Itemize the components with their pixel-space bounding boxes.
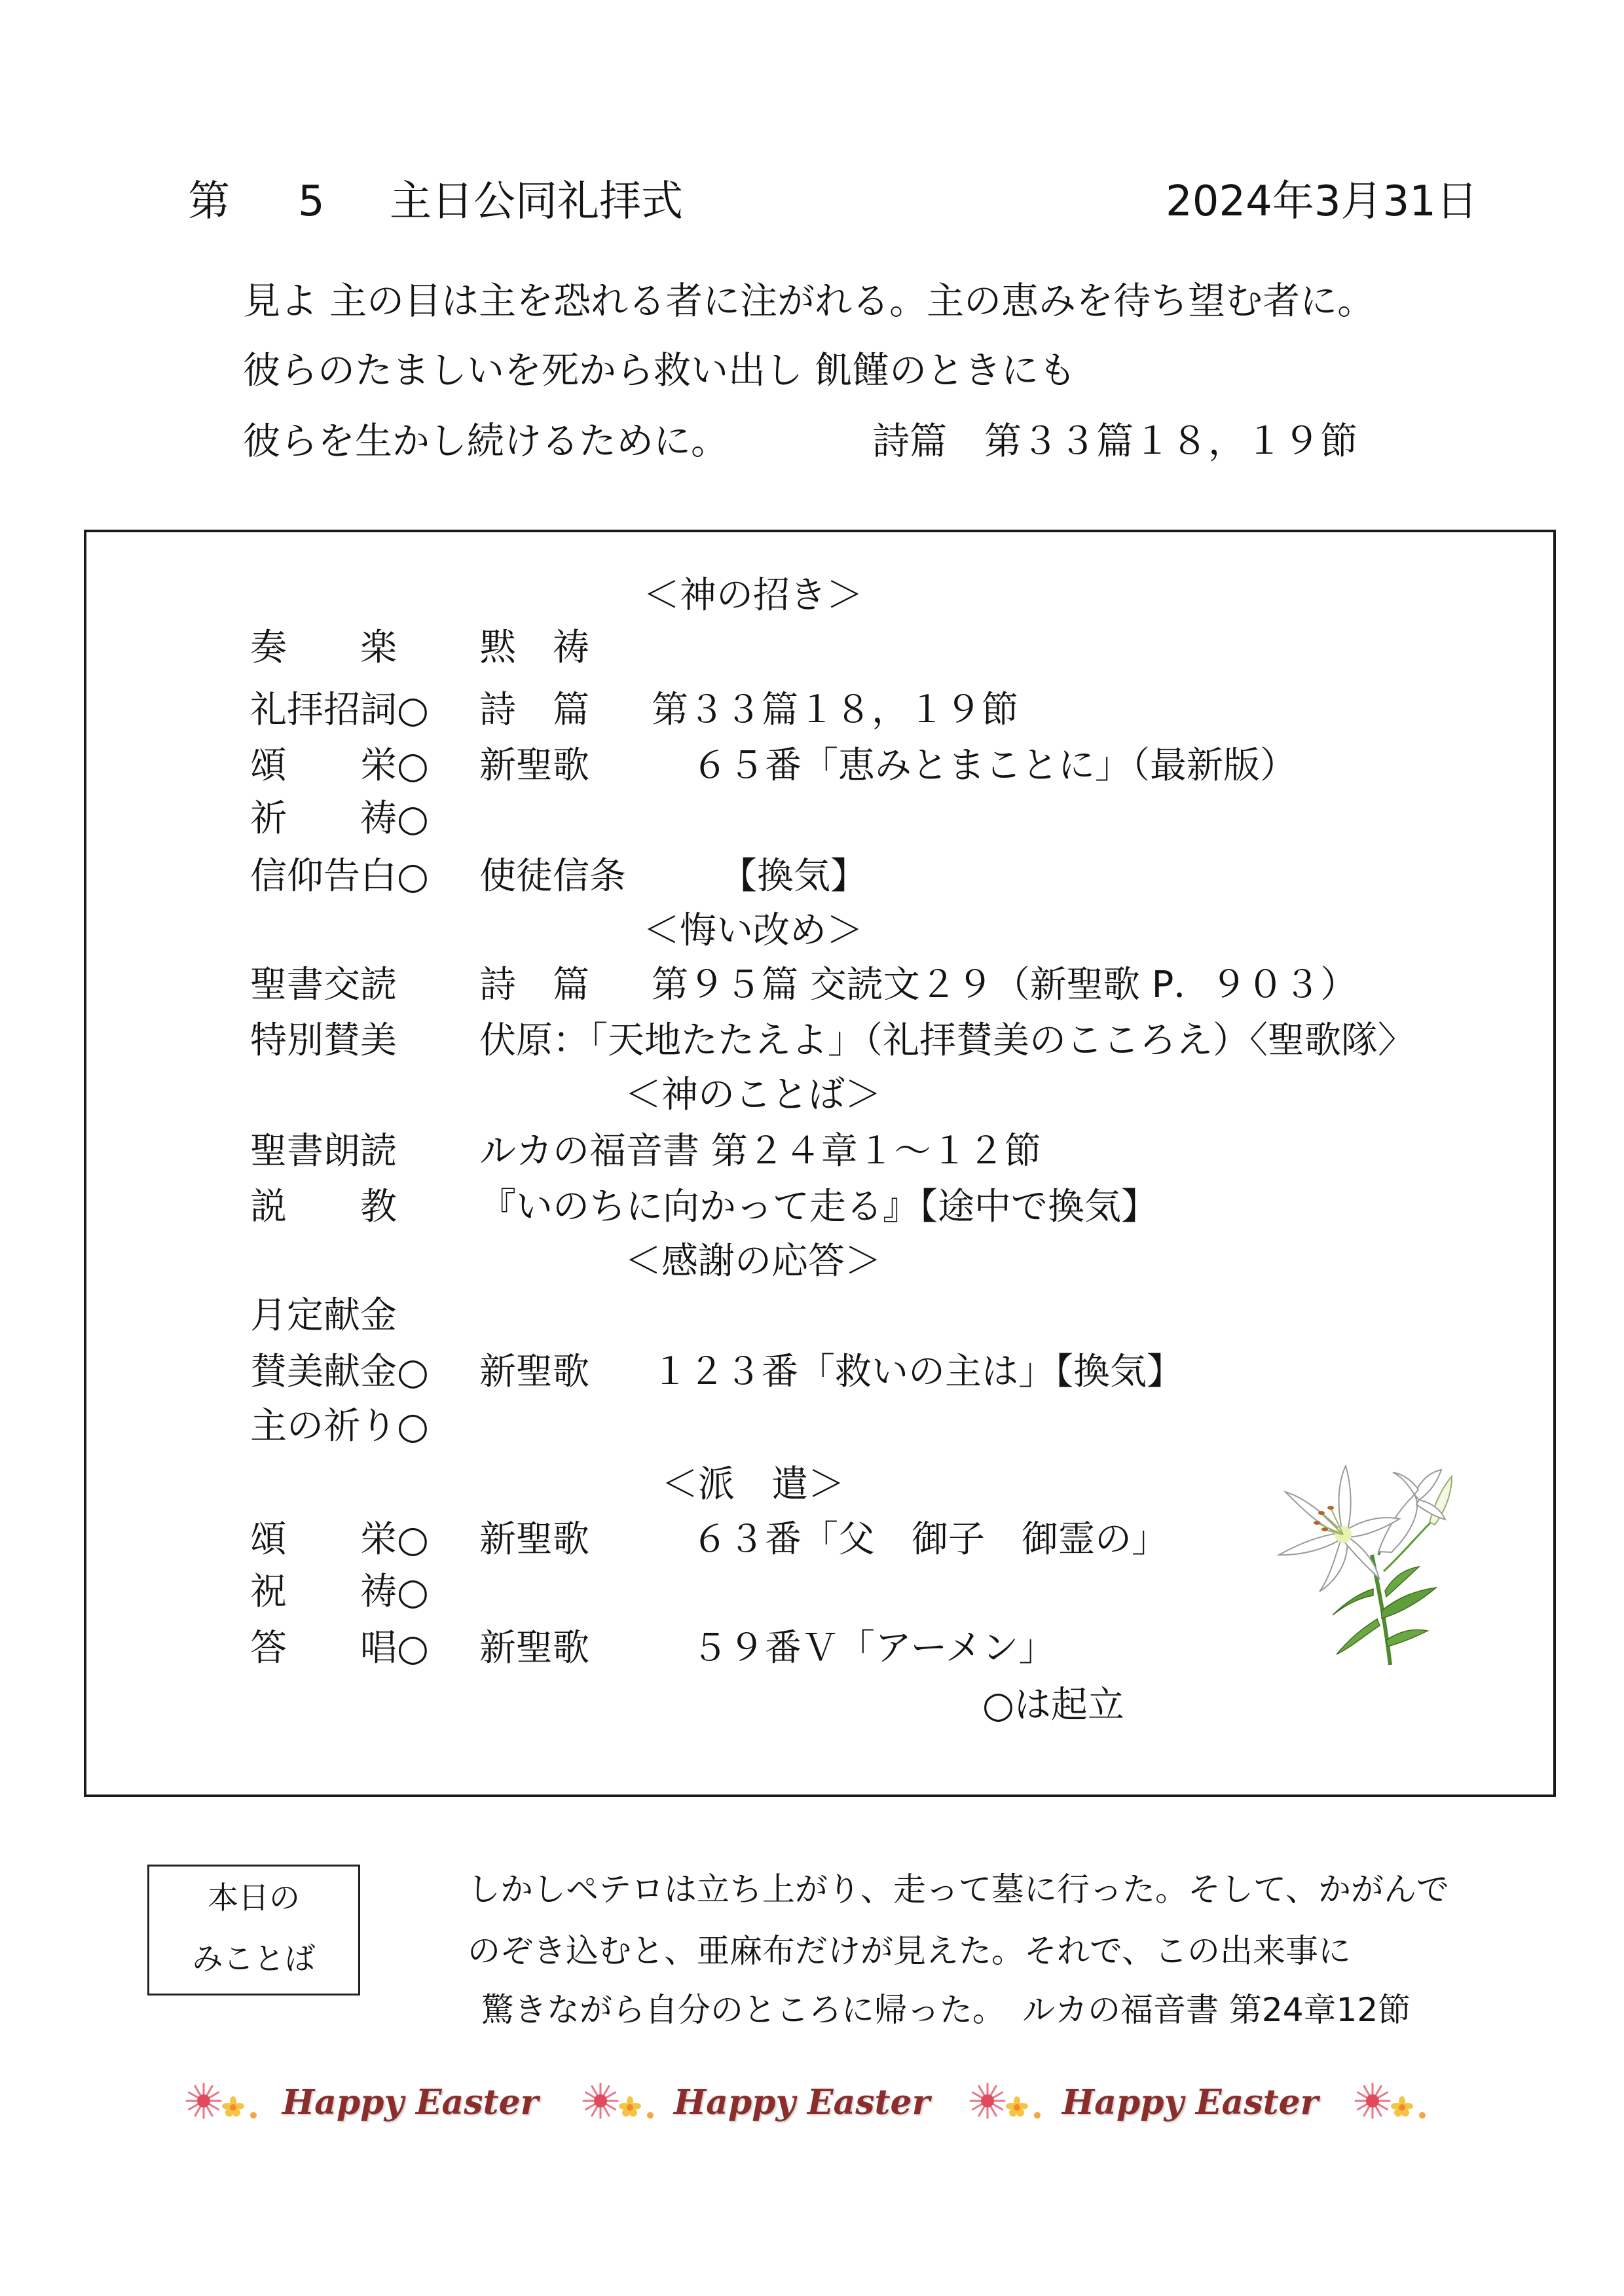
order-item: [86, 1129, 1553, 1175]
todays-word-line: 驚きながら自分のところに帰った。: [481, 1991, 1005, 2029]
order-item: [86, 625, 1553, 671]
section-row: [86, 573, 1553, 619]
order-item-detail: 伏原：「天地たたえよ」（礼拝賛美のこころえ）〈聖歌隊〉: [479, 1019, 1414, 1062]
order-item-detail: 黙 祷: [479, 627, 589, 669]
easter-greeting: Happy Easter: [1062, 2083, 1318, 2123]
section-heading: ＜派 遣＞: [661, 1463, 845, 1506]
call-verse-citation: 詩篇 第３３篇１８，１９節: [872, 420, 1357, 463]
order-item-label: 頌 栄○: [250, 744, 429, 787]
order-item-label: 奏 楽: [250, 627, 397, 669]
call-verse-line: 彼らのたましいを死から救い出し 飢饉のときにも: [243, 349, 1077, 392]
order-item-label: 聖書交読: [250, 964, 397, 1006]
order-item-reference: 第９５篇 交読文２９（新聖歌 P．９０３）: [652, 964, 1357, 1006]
section-row: [86, 1239, 1553, 1285]
todays-word-line: のぞき込むと、亜麻布だけが見えた。それで、この出来事に: [468, 1932, 1351, 1970]
order-item-label: 主の祈り○: [250, 1405, 429, 1448]
order-item-detail: 使徒信条: [479, 855, 626, 898]
order-item: [86, 796, 1553, 842]
order-item-label: 聖書朗読: [250, 1130, 397, 1173]
order-item-label: 説 教: [250, 1186, 397, 1228]
order-item-label: 祈 祷○: [250, 797, 429, 840]
sermon-title: 『いのちに向かって走る』【途中で換気】: [479, 1186, 1158, 1228]
week-number: 5: [298, 177, 325, 226]
order-item-label: 祝 祷○: [250, 1571, 429, 1613]
section-heading: ＜悔い改め＞: [643, 909, 863, 952]
flower-icon: [184, 2080, 269, 2126]
order-item-detail: 新聖歌: [479, 744, 589, 787]
order-item: [86, 687, 1553, 733]
service-title: 主日公同礼拝式: [390, 177, 683, 226]
todays-word-citation: ルカの福音書 第24章12節: [1022, 1991, 1411, 2029]
section-row: [86, 908, 1553, 954]
call-verse-line: 彼らを生かし続けるために。: [243, 420, 728, 463]
flower-icon: [581, 2080, 666, 2126]
order-item: [86, 854, 1553, 900]
order-item-label: 礼拝招詞○: [250, 689, 429, 731]
order-item: [86, 1184, 1553, 1230]
standing-note: ○は起立: [982, 1684, 1124, 1726]
order-item-reference: ６５番「恵みとまことに」（最新版）: [692, 744, 1297, 787]
order-item-reference: ６３番「父 御子 御霊の」: [692, 1518, 1168, 1561]
todays-word-label-line: みことば: [192, 1941, 316, 1977]
order-item: [86, 962, 1553, 1008]
todays-word-line: しかしペテロは立ち上がり、走って墓に行った。そして、かがんで: [468, 1870, 1449, 1908]
order-item-label: 答 唱○: [250, 1627, 429, 1669]
order-item-reference: １２３番「救いの主は」【換気】: [652, 1351, 1183, 1393]
order-item-label: 賛美献金○: [250, 1351, 429, 1393]
order-item-reference: 【換気】: [720, 855, 867, 898]
todays-word-label-box: [147, 1865, 360, 1995]
order-item-label: 月定献金: [250, 1294, 397, 1337]
order-item-detail: 詩 篇: [479, 689, 589, 731]
order-item-label: 頌 栄○: [250, 1518, 429, 1561]
flower-icon: [1353, 2080, 1438, 2126]
order-item: [86, 1018, 1553, 1064]
todays-word-label-line: 本日の: [208, 1880, 300, 1916]
order-item: [86, 1293, 1553, 1339]
order-item-reference: 第３３篇１８，１９節: [652, 689, 1018, 731]
section-heading: ＜神の招き＞: [643, 574, 863, 617]
order-item-label: 特別賛美: [250, 1019, 397, 1062]
order-item-detail: 新聖歌: [479, 1518, 589, 1561]
section-row: [86, 1072, 1553, 1118]
order-item-detail: 新聖歌: [479, 1351, 589, 1393]
service-date: 2024年3月31日: [1165, 177, 1478, 226]
order-item: [86, 743, 1553, 789]
order-of-worship-box: [84, 530, 1556, 1797]
easter-greeting: Happy Easter: [674, 2083, 930, 2123]
flower-icon: [968, 2080, 1053, 2126]
easter-greeting: Happy Easter: [282, 2083, 538, 2123]
order-item-reference: ５９番Ｖ「アーメン」: [692, 1627, 1056, 1669]
order-item: [86, 1349, 1553, 1395]
section-heading: ＜感謝の応答＞: [625, 1240, 881, 1283]
order-item-label: 信仰告白○: [250, 855, 429, 898]
call-verse-line: 見よ 主の目は主を恐れる者に注がれる。主の恵みを待ち望む者に。: [243, 280, 1375, 323]
order-item-detail: ルカの福音書 第２４章１～１２節: [479, 1130, 1041, 1173]
order-item: [86, 1404, 1553, 1449]
week-prefix: 第: [188, 177, 230, 226]
lily-illustration: [1274, 1457, 1457, 1666]
order-item-detail: 新聖歌: [479, 1627, 589, 1669]
order-item-detail: 詩 篇: [479, 964, 589, 1006]
standing-note-row: [86, 1683, 1553, 1728]
section-heading: ＜神のことば＞: [625, 1074, 881, 1116]
